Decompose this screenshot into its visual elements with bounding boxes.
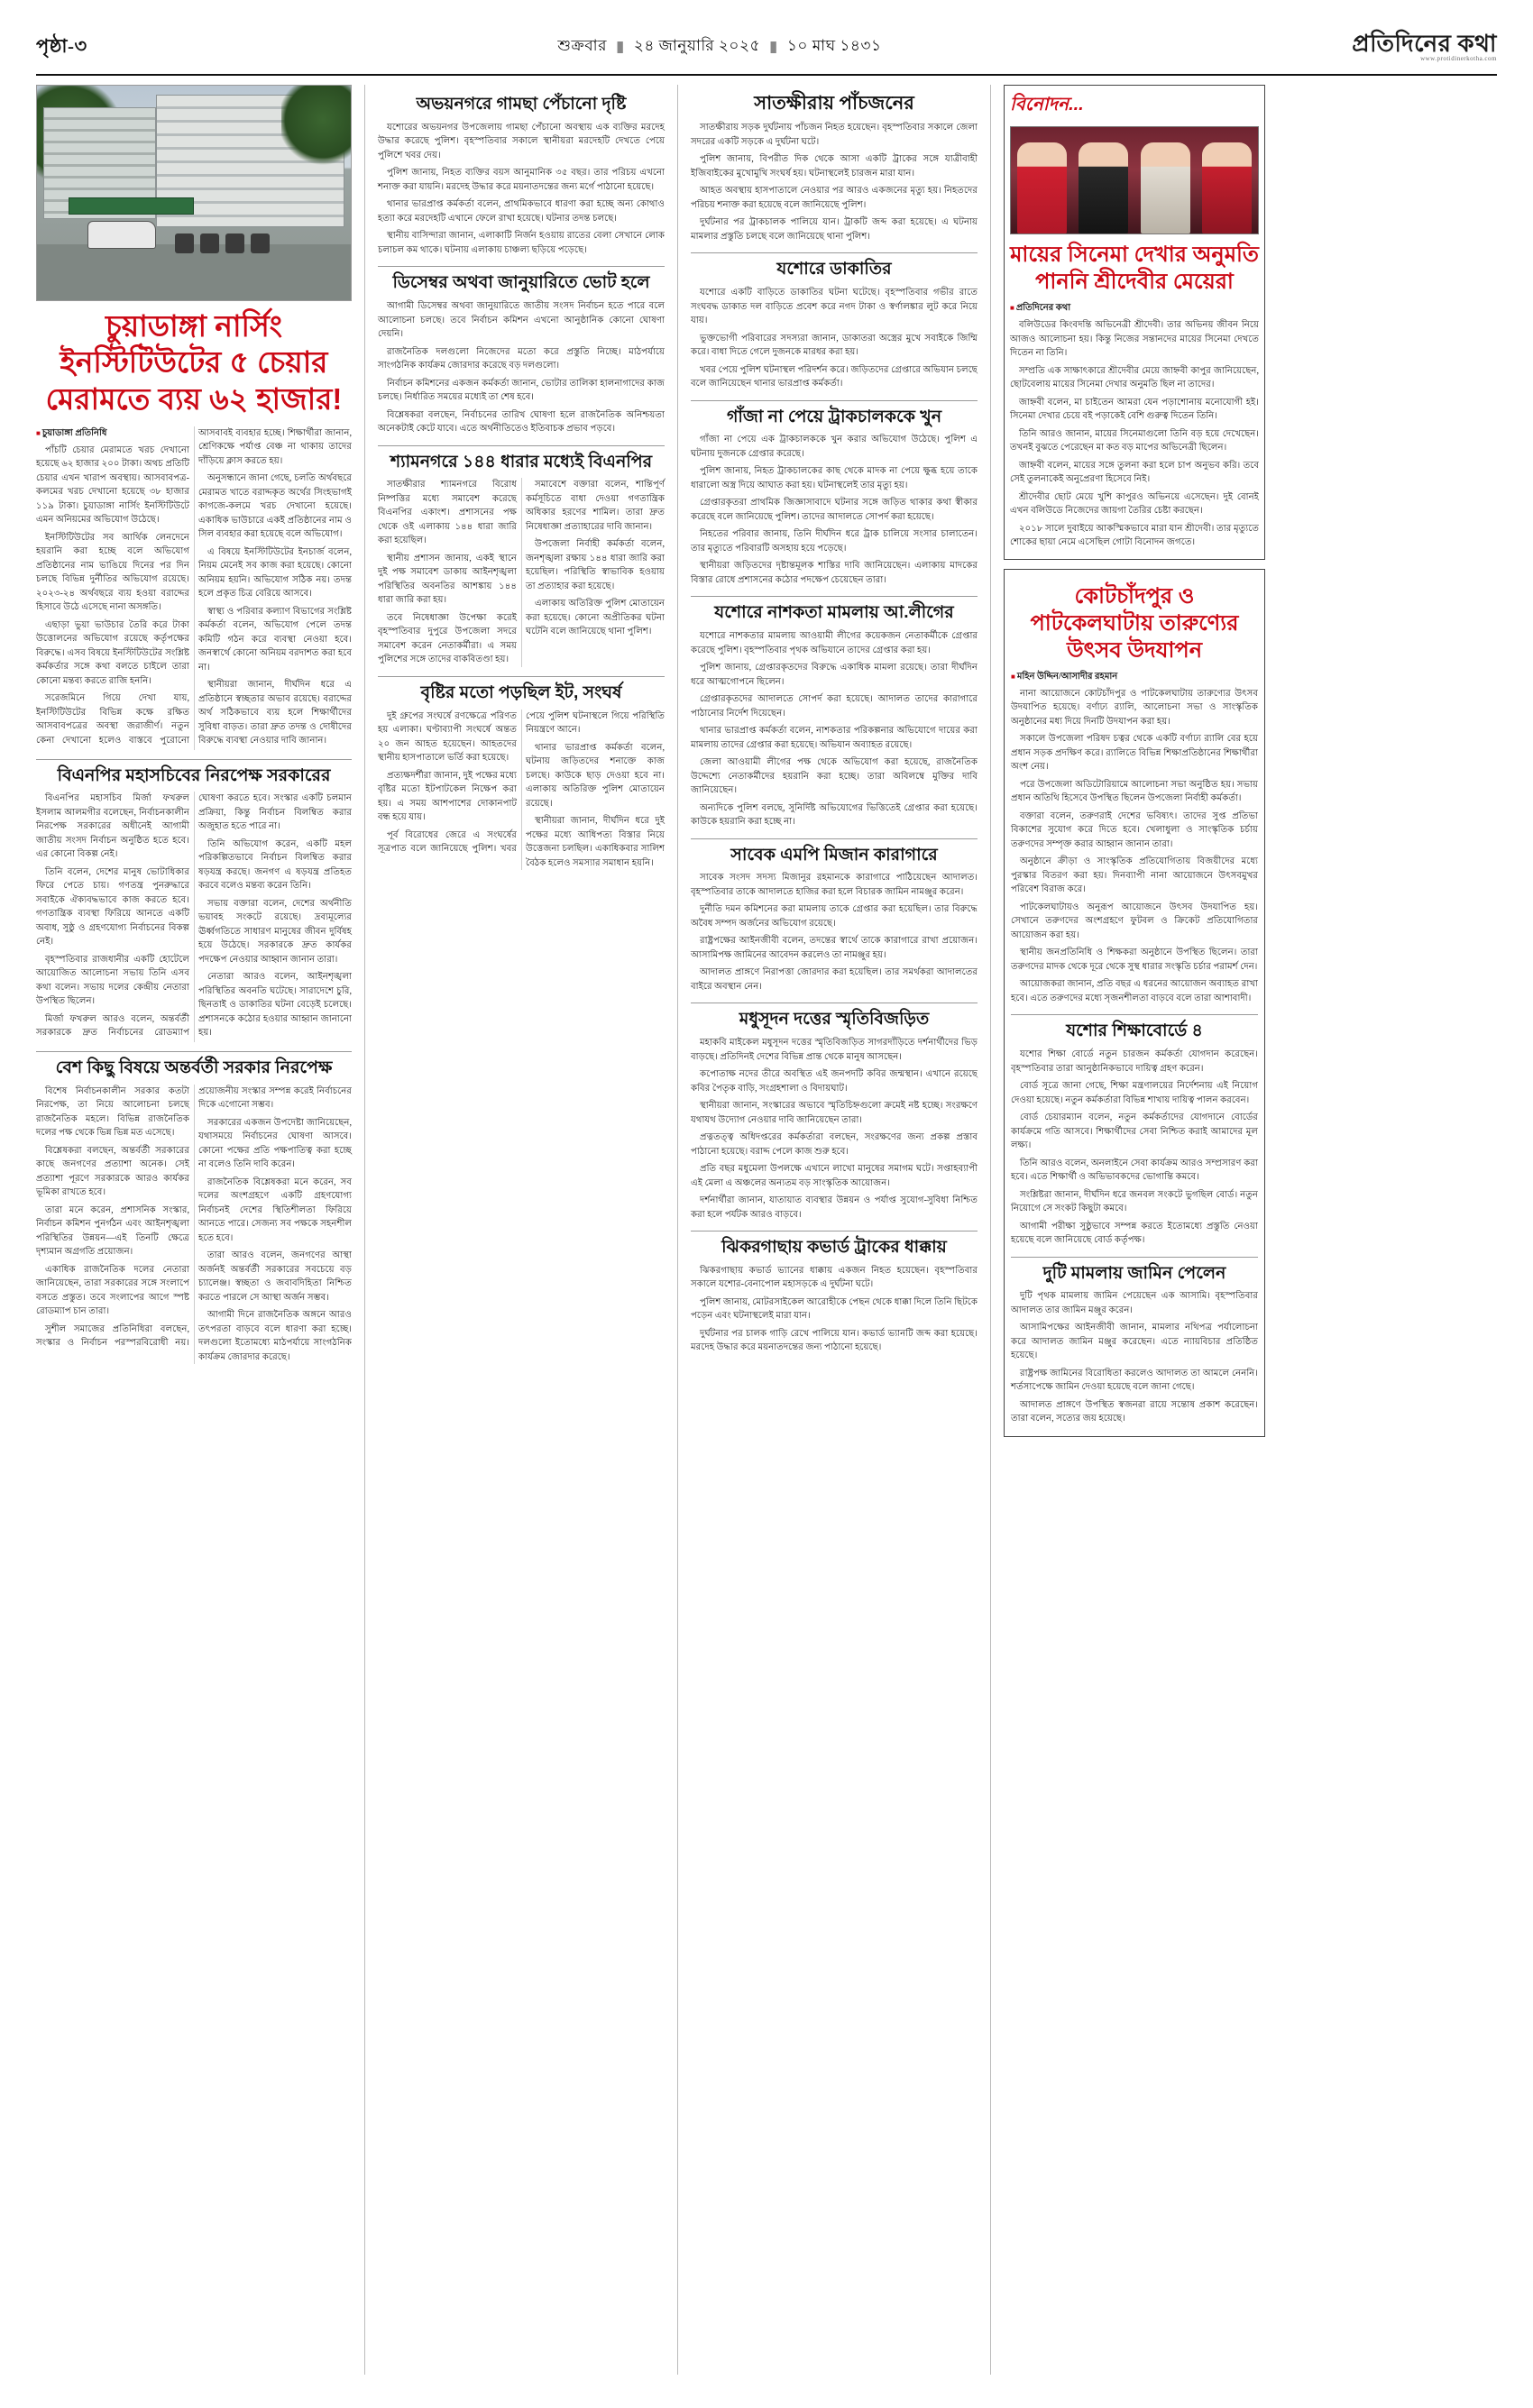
article-para: আসামিপক্ষের আইনজীবী জানান, মামলার নথিপত্র পর্যালোচনা করে আদালত জামিন মঞ্জুর করেছেন। এতে ন্যায়বিচার প্রতিষ্ঠিত হয়েছে। (1011, 1323, 1258, 1361)
article-para: কপোতাক্ষ নদের তীরে অবস্থিত এই জনপদটি কবির জন্মস্থান। এখানে রয়েছে কবির পৈতৃক বাড়ি, সংগ্রহশালা ও বিদায়ঘাট। (691, 1069, 978, 1094)
article-para: শ্রীদেবীর ছোট মেয়ে খুশি কাপুরও অভিনয়ে এসেছেন। দুই বোনই এখন বলিউডে নিজেদের জায়গা তৈরির চেষ্টা করছেন। (1010, 491, 1259, 517)
lead-para: এছাড়া ভুয়া ভাউচার তৈরি করে টাকা উত্তোলনের অভিযোগ রয়েছে কর্তৃপক্ষের বিরুদ্ধে। এসব বিষয়ে ইনস্টিটিউটের সংশ্লিষ্ট কর্মকর্তার সঙ্গে কথা বলতে চাইলে তারা কোনো মন্তব্য করতে রাজি হননি। (36, 619, 189, 686)
article-para: পুলিশ জানায়, নিহত ব্যক্তির বয়স আনুমানিক ৩৫ বছর। তার পরিচয় এখনো শনাক্ত করা যায়নি। মরদেহ উদ্ধার করে ময়নাতদন্তের জন্য মর্গে পাঠানো হয়েছে। (378, 168, 665, 192)
article-para: সমাবেশে বক্তারা বলেন, শান্তিপূর্ণ কর্মসূচিতে বাধা দেওয়া গণতান্ত্রিক অধিকার হরণের শামিল। তারা দ্রুত নিষেধাজ্ঞা প্রত্যাহারের দাবি জানান। (526, 480, 665, 532)
photo-motorcycle (175, 233, 194, 252)
brand-title: প্রতিদিনের কথা (1352, 30, 1497, 57)
article-para: রাজনৈতিক দলগুলো নিজেদের মতো করে প্রস্তুতি নিচ্ছে। মাঠপর্যায়ে সাংগঠনিক কার্যক্রম জোরদার করেছে বড় দলগুলো। (378, 346, 665, 371)
column-divider (677, 85, 678, 2375)
entertainment-section-title: বিনোদন... (1010, 95, 1084, 114)
article-para: বৃহস্পতিবার রাজধানীর একটি হোটেলে আয়োজিত আলোচনা সভায় তিনি এসব কথা বলেন। সভায় দলের কেন্দ্রীয় নেতারা উপস্থিত ছিলেন। (36, 954, 189, 1007)
entertainment-photo (1010, 126, 1259, 234)
article-para: তিনি আরও বলেন, অনলাইনে সেবা কার্যক্রম আরও সম্প্রসারণ করা হবে। এতে শিক্ষার্থী ও অভিভাবকদের ভোগান্তি কমবে। (1011, 1158, 1258, 1183)
article-para: সরকারের একজন উপদেষ্টা জানিয়েছেন, যথাসময়ে নির্বাচনের ঘোষণা আসবে। কোনো পক্ষের প্রতি পক্ষপাতিত্ব করা হচ্ছে না বলেও তিনি দাবি করেন। (198, 1117, 352, 1170)
article-para: যশোরে একটি বাড়িতে ডাকাতির ঘটনা ঘটেছে। বৃহস্পতিবার গভীর রাতে সংঘবদ্ধ ডাকাত দল বাড়িতে প্রবেশ করে নগদ টাকা ও স্বর্ণালঙ্কার লুট করে নিয়ে যায়। (691, 288, 978, 325)
page-columns (36, 85, 1497, 2375)
article-para: সম্প্রতি এক সাক্ষাৎকারে শ্রীদেবীর মেয়ে জাহ্নবী কাপুর জানিয়েছেন, ছোটবেলায় মায়ের সিনেমা দেখার অনুমতি ছিল না তাদের। (1010, 365, 1259, 390)
article-para: যশোর শিক্ষা বোর্ডে নতুন চারজন কর্মকর্তা যোগদান করেছেন। বৃহস্পতিবার তারা আনুষ্ঠানিকভাবে দায়িত্ব গ্রহণ করেন। (1011, 1049, 1258, 1074)
article-para: জেলা আওয়ামী লীগের পক্ষ থেকে অভিযোগ করা হয়েছে, রাজনৈতিক উদ্দেশ্যে নেতাকর্মীদের হয়রানি করা হচ্ছে। তারা অবিলম্বে মুক্তির দাবি জানিয়েছেন। (691, 757, 978, 795)
article-para: তিনি বলেন, দেশের মানুষ ভোটাধিকার ফিরে পেতে চায়। গণতন্ত্র পুনরুদ্ধারে সবাইকে ঐক্যবদ্ধভাবে কাজ করতে হবে। গণতান্ত্রিক ব্যবস্থা ফিরিয়ে আনতে একটি অবাধ, সুষ্ঠু ও গ্রহণযোগ্য নির্বাচনের বিকল্প নেই। (36, 866, 189, 948)
article-para: সংশ্লিষ্টরা জানান, দীর্ঘদিন ধরে জনবল সংকটে ভুগছিল বোর্ড। নতুন নিয়োগে সে সংকট কিছুটা কমবে। (1011, 1189, 1258, 1214)
brand-block (1352, 32, 1497, 62)
article-para: আয়োজকরা জানান, প্রতি বছর এ ধরনের আয়োজন অব্যাহত রাখা হবে। এতে তরুণদের মধ্যে সৃজনশীলতা বাড়বে বলে তারা আশাবাদী। (1011, 979, 1258, 1003)
photo-motorcycle (200, 233, 219, 252)
article-para: সভায় বক্তারা বলেন, দেশের অর্থনীতি ভয়াবহ সংকটে রয়েছে। দ্রব্যমূল্যের ঊর্ধ্বগতিতে সাধারণ মানুষের জীবন দুর্বিষহ হয়ে উঠেছে। সরকারকে দ্রুত কার্যকর পদক্ষেপ নেওয়ার আহ্বান জানান তারা। (198, 898, 352, 965)
education-board-body (1011, 1048, 1258, 1248)
article-para: স্থানীয়রা জানান, দীর্ঘদিন ধরে দুই পক্ষের মধ্যে আধিপত্য বিস্তার নিয়ে উত্তেজনা চলছিল। একাধিকবার সালিশ বৈঠক হলেও সমস্যার সমাধান হয়নি। (526, 816, 665, 868)
article-para: আগামী ডিসেম্বর অথবা জানুয়ারিতে জাতীয় সংসদ নির্বাচন হতে পারে বলে আলোচনা চলছে। তবে নির্বাচন কমিশন এখনো আনুষ্ঠানিক কোনো ঘোষণা দেয়নি। (378, 301, 665, 339)
article-para: রাষ্ট্রপক্ষের আইনজীবী বলেন, তদন্তের স্বার্থে তাকে কারাগারে রাখা প্রয়োজন। আসামিপক্ষ জামিনের আবেদন করলেও তা নামঞ্জুর হয়। (691, 936, 978, 960)
article-para: নির্বাচন কমিশনের একজন কর্মকর্তা জানান, ভোটার তালিকা হালনাগাদের কাজ চলছে। নির্ধারিত সময়ের মধ্যেই তা শেষ হবে। (378, 378, 665, 402)
column-divider (990, 85, 991, 2375)
article-para: প্রতি বছর মধুমেলা উপলক্ষে এখানে লাখো মানুষের সমাগম ঘটে। সপ্তাহব্যাপী এই মেলা এ অঞ্চলের অন্যতম বড় সাংস্কৃতিক আয়োজন। (691, 1164, 978, 1188)
lead-photo (36, 85, 352, 301)
article-para: সাতক্ষীরায় সড়ক দুর্ঘটনায় পাঁচজন নিহত হয়েছেন। বৃহস্পতিবার সকালে জেলা সদরের একটি সড়কে এ দুর্ঘটনা ঘটে। (691, 123, 978, 147)
article-para: বিএনপির মহাসচিব মির্জা ফখরুল ইসলাম আলমগীর বলেছেন, নির্বাচনকালীন নিরপেক্ষ সরকারের অধীনেই আগামী জাতীয় সংসদ নির্বাচন অনুষ্ঠিত হতে হবে। এর কোনো বিকল্প নেই। (36, 793, 189, 860)
date-gregorian: ২৪ জানুয়ারি ২০২৫ (633, 37, 761, 54)
article-para: গ্রেপ্তারকৃতদের আদালতে সোপর্দ করা হয়েছে। আদালত তাদের কারাগারে পাঠানোর নির্দেশ দিয়েছেন। (691, 694, 978, 719)
lead-article-body (36, 426, 352, 750)
article-para: পুলিশ জানায়, গ্রেপ্তারকৃতদের বিরুদ্ধে একাধিক মামলা রয়েছে। তারা দীর্ঘদিন ধরে আত্মগোপনে ছিলেন। (691, 663, 978, 687)
article-para: নিহতের পরিবার জানায়, তিনি দীর্ঘদিন ধরে ট্রাক চালিয়ে সংসার চালাতেন। তার মৃত্যুতে পরিবারটি অসহায় হয়ে পড়েছে। (691, 529, 978, 554)
article-para: দুর্ঘটনার পর ট্রাকচালক পালিয়ে যান। ট্রাকটি জব্দ করা হয়েছে। এ ঘটনায় মামলার প্রস্তুতি চলছে বলে জানিয়েছে থানা পুলিশ। (691, 217, 978, 242)
article-para: পূর্ব বিরোধের জেরে এ সংঘর্ষের সূত্রপাত বলে জানিয়েছে পুলিশ। খবর পেয়ে পুলিশ ঘটনাস্থলে গিয়ে পরিস্থিতি নিয়ন্ত্রণে আনে। (378, 710, 665, 854)
photo-road (37, 244, 351, 300)
lead-headline: চুয়াডাঙ্গা নার্সিং ইনস্টিটিউটের ৫ চেয়ার মেরামতে ব্যয় ৬২ হাজার! (45, 309, 343, 416)
page-number: পৃষ্ঠা-৩ (36, 34, 87, 57)
article-para: তারা আরও বলেন, জনগণের আস্থা অর্জনই অন্তর্বর্তী সরকারের সবচেয়ে বড় চ্যালেঞ্জ। স্বচ্ছতা ও জবাবদিহিতা নিশ্চিত করতে পারলে সে আস্থা অর্জন সম্ভব। (198, 1250, 352, 1303)
article-para: পুলিশ জানায়, বিপরীত দিক থেকে আসা একটি ট্রাকের সঙ্গে যাত্রীবাহী ইজিবাইকের মুখোমুখি সংঘর্ষ হয়। ঘটনাস্থলেই চারজন মারা যান। (691, 154, 978, 179)
article-para: দর্শনার্থীরা জানান, যাতায়াত ব্যবস্থার উন্নয়ন ও পর্যাপ্ত সুযোগ-সুবিধা নিশ্চিত করা হলে পর্যটক আরও বাড়বে। (691, 1195, 978, 1220)
column-divider (364, 85, 365, 2375)
article-para: বিশ্লেষকরা বলছেন, নির্বাচনের তারিখ ঘোষণা হলে রাজনৈতিক অনিশ্চয়তা অনেকটাই কেটে যাবে। এতে অর্থনীতিতেও ইতিবাচক প্রভাব পড়বে। (378, 409, 665, 434)
article-para: গ্রেপ্তারকৃতরা প্রাথমিক জিজ্ঞাসাবাদে ঘটনার সঙ্গে জড়িত থাকার কথা স্বীকার করেছে বলে জানিয়েছে পুলিশ। তাদের আদালতে সোপর্দ করা হয়েছে। (691, 498, 978, 522)
entertainment-body (1010, 301, 1259, 550)
article-para: স্থানীয় বাসিন্দারা জানান, এলাকাটি নির্জন হওয়ায় রাতের বেলা সেখানে লোক চলাচল কম থাকে। ঘটনায় এলাকায় চাঞ্চল্য ছড়িয়ে পড়েছে। (378, 231, 665, 255)
article-para: নেতারা আরও বলেন, আইনশৃঙ্খলা পরিস্থিতির অবনতি ঘটেছে। সারাদেশে চুরি, ছিনতাই ও ডাকাতির ঘটনা বেড়েই চলেছে। প্রশাসনকে কঠোর হওয়ার আহ্বান জানানো হয়। (198, 972, 352, 1039)
publication-date (557, 34, 881, 60)
headline-ontorborti-sorkar: বেশ কিছু বিষয়ে অন্তর্বর্তী সরকার নিরপেক্ষ (36, 1051, 352, 1079)
lead-para: সরেজমিনে গিয়ে দেখা যায়, ইনস্টিটিউটের বিভিন্ন কক্ষে রক্ষিত আসবাবপত্রের অবস্থা জরাজীর্ণ। নতুন কেনা দেখানো হলেও বাস্তবে পুরোনো আসবাবই ব্যবহার হচ্ছে। শিক্ষার্থীরা জানান, শ্রেণিকক্ষে পর্যাপ্ত বেঞ্চ না থাকায় তাদের দাঁড়িয়ে ক্লাস করতে হয়। (36, 427, 352, 746)
article-para: থানার ভারপ্রাপ্ত কর্মকর্তা বলেন, ঘটনায় জড়িতদের শনাক্তে কাজ চলছে। কাউকে ছাড় দেওয়া হবে না। এলাকায় অতিরিক্ত পুলিশ মোতায়েন রয়েছে। (526, 742, 665, 809)
article-shabek-mp-body (691, 871, 978, 993)
lead-para: স্বাস্থ্য ও পরিবার কল্যাণ বিভাগের সংশ্লিষ্ট কর্মকর্তা বলেন, অভিযোগ পেলে তদন্ত কমিটি গঠন করে ব্যবস্থা নেওয়া হবে। জনস্বার্থে কোনো অনিয়ম বরদাশত করা হবে না। (198, 606, 352, 673)
bail-body (1011, 1289, 1258, 1426)
column-4 (1004, 85, 1265, 2375)
article-para: সকালে উপজেলা পরিষদ চত্বর থেকে একটি বর্ণাঢ্য র‍্যালি বের হয়ে প্রধান সড়ক প্রদক্ষিণ করে। র‍্যালিতে বিভিন্ন শিক্ষাপ্রতিষ্ঠানের শিক্ষার্থীরা অংশ নেয়। (1011, 734, 1258, 773)
lead-para: পাঁচটি চেয়ার মেরামতে খরচ দেখানো হয়েছে ৬২ হাজার ২০০ টাকা। অথচ প্রতিটি চেয়ার এখন খারাপ অবস্থায়। আসবাবপত্র-কলমের খরচ দেখানো হয়েছে ৩৮ হাজার ১১৯ টাকা। চুয়াডাঙ্গা নার্সিং ইনস্টিটিউটে এমন অনিয়মের অভিযোগ উঠেছে। (36, 444, 189, 526)
headline-bnp-mohasochib: বিএনপির মহাসচিবের নিরপেক্ষ সরকারের (36, 759, 352, 787)
article-para: দুর্নীতি দমন কমিশনের করা মামলায় তাকে গ্রেপ্তার করা হয়েছিল। তার বিরুদ্ধে অবৈধ সম্পদ অর্জনের অভিযোগ রয়েছে। (691, 904, 978, 929)
article-para: বক্তারা বলেন, তরুণরাই দেশের ভবিষ্যৎ। তাদের সুপ্ত প্রতিভা বিকাশের সুযোগ করে দিতে হবে। খেলাধুলা ও সাংস্কৃতিক চর্চায় তরুণদের সম্পৃক্ত করার আহ্বান জানান তারা। (1011, 810, 1258, 849)
article-para: সুশীল সমাজের প্রতিনিধিরা বলছেন, সংস্কার ও নির্বাচন পরস্পরবিরোধী নয়। প্রয়োজনীয় সংস্কার সম্পন্ন করেই নির্বাচনের দিকে এগোনো সম্ভব। (36, 1085, 352, 1349)
article-para: বোর্ড সূত্রে জানা গেছে, শিক্ষা মন্ত্রণালয়ের নির্দেশনায় এই নিয়োগ দেওয়া হয়েছে। নতুন কর্মকর্তারা বিভিন্ন শাখায় দায়িত্ব পালন করবেন। (1011, 1081, 1258, 1105)
article-para: স্থানীয়রা জড়িতদের দৃষ্টান্তমূলক শাস্তির দাবি জানিয়েছেন। এলাকায় মাদকের বিস্তার রোধে প্রশাসনের কঠোর পদক্ষেপ চেয়েছেন তারা। (691, 561, 978, 585)
article-para: বিশেষ নির্বাচনকালীন সরকার কতটা নিরপেক্ষ, তা নিয়ে আলোচনা চলছে রাজনৈতিক মহলে। বিভিন্ন রাজনৈতিক দলের পক্ষ থেকে ভিন্ন ভিন্ন মত এসেছে। (36, 1085, 189, 1139)
photo-person (1141, 142, 1190, 233)
article-modhusudon-body (691, 1036, 978, 1222)
article-brishtir-moto-body (378, 710, 665, 871)
festival-body (1011, 670, 1258, 1006)
article-para: এলাকায় অতিরিক্ত পুলিশ মোতায়েন করা হয়েছে। কোনো অপ্রীতিকর ঘটনা ঘটেনি বলে জানিয়েছে থানা পুলিশ। (526, 599, 665, 637)
article-para: গাঁজা না পেয়ে এক ট্রাকচালককে খুন করার অভিযোগ উঠেছে। পুলিশ এ ঘটনায় দুজনকে গ্রেপ্তার করেছে। (691, 435, 978, 459)
article-para: তারা মনে করেন, প্রশাসনিক সংস্কার, নির্বাচন কমিশন পুনর্গঠন এবং আইনশৃঙ্খলা পরিস্থিতির উন্নয়ন—এই তিনটি ক্ষেত্রে দৃশ্যমান অগ্রগতি প্রয়োজন। (36, 1204, 189, 1258)
article-para: মির্জা ফখরুল আরও বলেন, অন্তর্বর্তী সরকারকে দ্রুত নির্বাচনের রোডম্যাপ ঘোষণা করতে হবে। সংস্কার একটি চলমান প্রক্রিয়া, কিন্তু নির্বাচন বিলম্বিত করার অজুহাত হতে পারে না। (36, 793, 352, 1039)
article-para: বিশ্লেষকরা বলছেন, অন্তর্বর্তী সরকারের কাছে জনগণের প্রত্যাশা অনেক। সেই প্রত্যাশা পূরণে সরকারকে আরও কার্যকর ভূমিকা রাখতে হবে। (36, 1145, 189, 1198)
date-sep-2: ▮ (769, 38, 778, 55)
article-para: আদালত প্রাঙ্গণে নিরাপত্তা জোরদার করা হয়েছিল। তার সমর্থকরা আদালতের বাইরে অবস্থান নেন। (691, 967, 978, 992)
date-day: শুক্রবার (557, 37, 607, 54)
headline-education-board: যশোর শিক্ষাবোর্ডে ৪ (1011, 1014, 1258, 1042)
article-para: ২০১৮ সালে দুবাইয়ে আকস্মিকভাবে মারা যান শ্রীদেবী। তার মৃত্যুতে শোকের ছায়া নেমে এসেছিল গোটা বিনোদন জগতে। (1010, 523, 1259, 548)
article-para: থানার ভারপ্রাপ্ত কর্মকর্তা বলেন, নাশকতার পরিকল্পনার অভিযোগে দায়ের করা মামলায় তাদের গ্রেপ্তার করা হয়েছে। অভিযান অব্যাহত রয়েছে। (691, 726, 978, 750)
festival-headline: কোটচাঁদপুর ও পাটকেলঘাটায় তারুণ্যের উৎসব উদযাপন (1030, 583, 1239, 663)
article-abhoynagar-body (378, 121, 665, 258)
article-para: স্থানীয় প্রশাসন জানায়, একই স্থানে দুই পক্ষ সমাবেশ ডাকায় আইনশৃঙ্খলা পরিস্থিতির অবনতির আশঙ্কায় ১৪৪ ধারা জারি করা হয়। (378, 553, 517, 606)
article-para: পুলিশ জানায়, মোটরসাইকেল আরোহীকে পেছন থেকে ধাক্কা দিলে তিনি ছিটকে পড়েন এবং ঘটনাস্থলেই মারা যান। (691, 1296, 978, 1322)
article-para: খবর পেয়ে পুলিশ ঘটনাস্থল পরিদর্শন করে। জড়িতদের গ্রেপ্তারে অভিযান চলছে বলে জানিয়েছেন থানার ভারপ্রাপ্ত কর্মকর্তা। (691, 364, 978, 389)
article-para: সাতক্ষীরার শ্যামনগরে বিরোধ নিষ্পত্তির মধ্যে সমাবেশ করেছে বিএনপির একাংশ। প্রশাসনের পক্ষ থেকে ওই এলাকায় ১৪৪ ধারা জারি করা হয়েছিল। (378, 480, 517, 546)
article-jessore-dakati-body (691, 286, 978, 391)
article-shyamnagar-body (378, 478, 665, 667)
article-para: তিনি আরও জানান, মায়ের সিনেমাগুলো তিনি বড় হয়ে দেখেছেন। তখনই বুঝতে পেরেছেন মা কত বড় মাপের অভিনেত্রী ছিলেন। (1010, 428, 1259, 453)
entertainment-section (1004, 85, 1265, 560)
article-para: দুই গ্রুপের সংঘর্ষে রণক্ষেত্রে পরিণত হয় এলাকা। ঘণ্টাব্যাপী সংঘর্ষে অন্তত ২০ জন আহত হয়েছেন। আহতদের স্থানীয় হাসপাতালে ভর্তি করা হয়েছে। (378, 710, 517, 763)
entertainment-byline: ■ প্রতিদিনের কথা (1010, 301, 1259, 315)
column-3 (691, 85, 978, 2375)
article-para: দুর্ঘটনার পর চালক গাড়ি রেখে পালিয়ে যান। কভার্ড ভ্যানটি জব্দ করা হয়েছে। মরদেহ উদ্ধার করে ময়নাতদন্তের জন্য পাঠানো হয়েছে। (691, 1328, 978, 1353)
lead-para: স্থানীয়রা জানান, দীর্ঘদিন ধরে এ প্রতিষ্ঠানে স্বচ্ছতার অভাব রয়েছে। বরাদ্দের অর্থ সঠিকভাবে ব্যয় হলে শিক্ষার্থীদের সুবিধা বাড়ত। তারা দ্রুত তদন্ত ও দোষীদের বিরুদ্ধে ব্যবস্থা নেওয়ার দাবি জানান। (198, 680, 352, 746)
article-para: বলিউডের কিংবদন্তি অভিনেত্রী শ্রীদেবী। তার অভিনয় জীবন নিয়ে আজও আলোচনা হয়। কিন্তু নিজের সন্তানদের মায়ের সিনেমা দেখতে দিতেন না তিনি। (1010, 320, 1259, 359)
column-2 (378, 85, 665, 2375)
festival-section (1004, 569, 1265, 1437)
article-para: পাটকেলঘাটায়ও অনুরূপ আয়োজনে উৎসব উদযাপিত হয়। সেখানে তরুণদের অংশগ্রহণে ফুটবল ও ক্রিকেট প্রতিযোগিতার আয়োজন করা হয়। (1011, 902, 1258, 940)
article-ontorborti-sorkar-body (36, 1085, 352, 1365)
headline-shyamnagar-144: শ্যামনগরে ১৪৪ ধারার মধ্যেই বিএনপির (378, 445, 665, 473)
photo-car (87, 221, 157, 249)
photo-signboard (69, 197, 194, 215)
headline-jhikorgachha: ঝিকরগাছায় কভার্ড ট্রাকের ধাক্কায় (691, 1231, 978, 1259)
entertainment-headline: মায়ের সিনেমা দেখার অনুমতি পাননি শ্রীদেবীর মেয়েরা (1010, 243, 1259, 294)
date-sep-1: ▮ (615, 38, 625, 55)
article-para: আগামী পরীক্ষা সুষ্ঠুভাবে সম্পন্ন করতে ইতোমধ্যে প্রস্তুতি নেওয়া হয়েছে বলে জানিয়েছে বোর্ড কর্তৃপক্ষ। (1011, 1221, 1258, 1246)
article-para: জাহ্নবী বলেন, মায়ের সঙ্গে তুলনা করা হলে চাপ অনুভব করি। তবে সেই তুলনাকেই অনুপ্রেরণা হিসেবে নিই। (1010, 460, 1259, 485)
article-para: পরে উপজেলা অডিটোরিয়ামে আলোচনা সভা অনুষ্ঠিত হয়। সভায় প্রধান অতিথি হিসেবে উপস্থিত ছিলেন উপজেলা নির্বাহী কর্মকর্তা। (1011, 779, 1258, 804)
lead-para: অনুসন্ধানে জানা গেছে, চলতি অর্থবছরে মেরামত খাতে বরাদ্দকৃত অর্থের সিংহভাগই কাগজে-কলমে খরচ দেখানো হয়েছে। একাধিক ভাউচারে একই প্রতিষ্ঠানের নাম ও সিল ব্যবহার করা হয়েছে বলে অভিযোগ। (198, 473, 352, 540)
article-para: থানার ভারপ্রাপ্ত কর্মকর্তা বলেন, প্রাথমিকভাবে ধারণা করা হচ্ছে অন্য কোথাও হত্যা করে মরদেহটি এখানে ফেলে রাখা হয়েছে। ঘটনার তদন্ত চলছে। (378, 199, 665, 224)
lead-para: ইনস্টিটিউটের সব আর্থিক লেনদেনে হয়রানি করা হচ্ছে বলে অভিযোগ প্রতিষ্ঠানের নাম ভাঙিয়ে দিনের পর দিন চলছে বিভিন্ন দুর্নীতির অভিযোগ রয়েছে। ২০২৩-২৪ অর্থবছরে ব্যয় হওয়া বরাদ্দের হিসাবে উঠে এসেছে নানা অসঙ্গতি। (36, 532, 189, 613)
article-para: সাবেক সংসদ সদস্য মিজানুর রহমানকে কারাগারে পাঠিয়েছেন আদালত। বৃহস্পতিবার তাকে আদালতে হাজির করা হলে বিচারক জামিন নামঞ্জুর করেন। (691, 873, 978, 897)
photo-person (1017, 142, 1067, 233)
photo-tree-right (281, 85, 351, 167)
article-para: ভুক্তভোগী পরিবারের সদস্যরা জানান, ডাকাতরা অস্ত্রের মুখে সবাইকে জিম্মি করে। বাধা দিতে গেলে দুজনকে মারধর করা হয়। (691, 333, 978, 357)
article-para: জাহ্নবী বলেন, মা চাইতেন আমরা যেন পড়াশোনায় মনোযোগী হই। সিনেমা দেখার চেয়ে বই পড়াকেই বেশি গুরুত্ব দিতেন তিনি। (1010, 397, 1259, 422)
article-para: পুলিশ জানায়, নিহত ট্রাকচালকের কাছ থেকে মাদক না পেয়ে ক্ষুব্ধ হয়ে তাকে ধারালো অস্ত্র দিয়ে আঘাত করা হয়। ঘটনাস্থলেই তার মৃত্যু হয়। (691, 466, 978, 490)
article-para: অনুষ্ঠানে ক্রীড়া ও সাংস্কৃতিক প্রতিযোগিতায় বিজয়ীদের মধ্যে পুরস্কার বিতরণ করা হয়। দিনব্যাপী নানা আয়োজনে উৎসবমুখর পরিবেশ বিরাজ করে। (1011, 856, 1258, 895)
column-1 (36, 85, 352, 2375)
photo-motorcycle (225, 233, 244, 252)
headline-satkhira-panchjon: সাতক্ষীরায় পাঁচজনের (754, 93, 914, 114)
article-para: তিনি অভিযোগ করেন, একটি মহল পরিকল্পিতভাবে নির্বাচন বিলম্বিত করার ষড়যন্ত্র করছে। জনগণ এ ষড়যন্ত্র প্রতিহত করবে বলেও মন্তব্য করেন তিনি। (198, 838, 352, 892)
article-para: প্রত্যক্ষদর্শীরা জানান, দুই পক্ষের মধ্যে বৃষ্টির মতো ইটপাটকেল নিক্ষেপ করা হয়। এ সময় আশপাশের দোকানপাট বন্ধ হয়ে যায়। (378, 770, 517, 822)
headline-jessore-dakati: যশোরে ডাকাতির (691, 252, 978, 280)
photo-person (1202, 142, 1252, 233)
article-para: রাষ্ট্রপক্ষ জামিনের বিরোধিতা করলেও আদালত তা আমলে নেননি। শর্তসাপেক্ষে জামিন দেওয়া হয়েছে বলে জানা গেছে। (1011, 1368, 1258, 1393)
article-jessore-nashokta-body (691, 629, 978, 829)
article-para: তবে নিষেধাজ্ঞা উপেক্ষা করেই বৃহস্পতিবার দুপুরে উপজেলা সদরে সমাবেশ করেন নেতাকর্মীরা। এ সময় পুলিশের সঙ্গে তাদের বাকবিতণ্ডা হয়। (378, 612, 517, 665)
headline-brishtir-moto: বৃষ্টির মতো পড়ছিল ইট, সংঘর্ষ (378, 676, 665, 704)
article-para: স্থানীয় জনপ্রতিনিধি ও শিক্ষকরা অনুষ্ঠানে উপস্থিত ছিলেন। তারা তরুণদের মাদক থেকে দূরে থেকে সুস্থ ধারার সংস্কৃতি চর্চার পরামর্শ দেন। (1011, 948, 1258, 972)
article-para: যশোরের অভয়নগর উপজেলায় গামছা পেঁচানো অবস্থায় এক ব্যক্তির মরদেহ উদ্ধার করেছে পুলিশ। বৃহস্পতিবার সকালে স্থানীয়রা মরদেহটি দেখতে পেয়ে পুলিশে খবর দেয়। (378, 122, 665, 160)
article-ganja-truck-body (691, 433, 978, 587)
photo-person (1079, 142, 1128, 233)
date-bangla: ১০ মাঘ ১৪৩১ (786, 37, 882, 54)
article-para: প্রত্নতত্ত্ব অধিদপ্তরের কর্মকর্তারা বলছেন, সংরক্ষণের জন্য প্রকল্প প্রস্তাব পাঠানো হয়েছে। বরাদ্দ পেলে কাজ শুরু হবে। (691, 1132, 978, 1157)
masthead (36, 27, 1497, 76)
article-para: নানা আয়োজনে কোটচাঁদপুর ও পাটকেলঘাটায় তারুণ্যের উৎসব উদযাপিত হয়েছে। বর্ণাঢ্য র‍্যালি, আলোচনা সভা ও সাংস্কৃতিক অনুষ্ঠানের মধ্য দিয়ে দিনটি উদযাপন করা হয়। (1011, 688, 1258, 727)
article-satkhira-body (691, 121, 978, 243)
headline-december-january-vote: ডিসেম্বর অথবা জানুয়ারিতে ভোট হলে (378, 266, 665, 294)
brand-website: www.protidinerkotha.com (1420, 54, 1497, 62)
headline-bail: দুটি মামলায় জামিন পেলেন (1011, 1257, 1258, 1285)
article-para: আগামী দিনে রাজনৈতিক অঙ্গনে আরও তৎপরতা বাড়বে বলে ধারণা করা হচ্ছে। দলগুলো ইতোমধ্যে মাঠপর্যায়ে সাংগঠনিক কার্যক্রম জোরদার করেছে। (198, 1310, 352, 1362)
article-para: মহাকবি মাইকেল মধুসূদন দত্তের স্মৃতিবিজড়িত সাগরদাঁড়িতে দর্শনার্থীদের ভিড় বাড়ছে। প্রতিদিনই দেশের বিভিন্ন প্রান্ত থেকে মানুষ আসছেন। (691, 1038, 978, 1062)
headline-modhusudon: মধুসূদন দত্তের স্মৃতিবিজড়িত (691, 1003, 978, 1030)
festival-byline: ■ মহিন উদ্দিন/আসাদীর রহমান (1011, 670, 1258, 683)
headline-ganja-truck: গাঁজা না পেয়ে ট্রাকচালককে খুন (691, 400, 978, 428)
photo-motorcycle (251, 233, 270, 252)
headline-shabek-mp-mizan: সাবেক এমপি মিজান কারাগারে (691, 838, 978, 866)
article-para: স্থানীয়রা জানান, সংস্কারের অভাবে স্মৃতিচিহ্নগুলো ক্রমেই নষ্ট হচ্ছে। সংরক্ষণে যথাযথ উদ্যোগ নেওয়ার দাবি জানিয়েছেন তারা। (691, 1101, 978, 1125)
article-para: আদালত প্রাঙ্গণে উপস্থিত স্বজনরা রায়ে সন্তোষ প্রকাশ করেছেন। তারা বলেন, সত্যের জয় হয়েছে। (1011, 1399, 1258, 1424)
headline-abhoynagar-gamcha: অভয়নগরে গামছা পেঁচানো দৃষ্টি (416, 95, 627, 114)
lead-para: এ বিষয়ে ইনস্টিটিউটের ইনচার্জ বলেন, নিয়ম মেনেই সব কাজ করা হয়েছে। কোনো অনিয়ম হয়নি। অভিযোগ সঠিক নয়। তদন্ত হলে প্রকৃত চিত্র বেরিয়ে আসবে। (198, 546, 352, 600)
article-bnp-mohasochib-body (36, 792, 352, 1042)
article-para: দুটি পৃথক মামলায় জামিন পেয়েছেন এক আসামি। বৃহস্পতিবার আদালত তার জামিন মঞ্জুর করেন। (1011, 1291, 1258, 1315)
article-jhikorgachha-body (691, 1264, 978, 1355)
lead-byline: ■ চুয়াডাঙ্গা প্রতিনিধি (36, 426, 189, 440)
headline-jessore-nashokta: যশোরে নাশকতা মামলায় আ.লীগের (691, 596, 978, 624)
article-para: আহত অবস্থায় হাসপাতালে নেওয়ার পর আরও একজনের মৃত্যু হয়। নিহতদের পরিচয় শনাক্ত করা হয়েছে বলে জানিয়েছে পুলিশ। (691, 186, 978, 210)
article-para: বোর্ড চেয়ারম্যান বলেন, নতুন কর্মকর্তাদের যোগদানে বোর্ডের কার্যক্রমে গতি আসবে। শিক্ষার্থীদের সেবা নিশ্চিত করাই আমাদের মূল লক্ষ্য। (1011, 1112, 1258, 1151)
article-para: যশোরে নাশকতার মামলায় আওয়ামী লীগের কয়েকজন নেতাকর্মীকে গ্রেপ্তার করেছে পুলিশ। বৃহস্পতিবার পৃথক অভিযানে তাদের গ্রেপ্তার করা হয়। (691, 631, 978, 655)
article-para: রাজনৈতিক বিশ্লেষকরা মনে করেন, সব দলের অংশগ্রহণে একটি গ্রহণযোগ্য নির্বাচনই দেশের স্থিতিশীলতা ফিরিয়ে আনতে পারে। সেজন্য সব পক্ষকে সহনশীল হতে হবে। (198, 1177, 352, 1243)
article-december-january-body (378, 299, 665, 436)
article-para: একাধিক রাজনৈতিক দলের নেতারা জানিয়েছেন, তারা সরকারের সঙ্গে সংলাপে বসতে প্রস্তুত। তবে সংলাপের আগে স্পষ্ট রোডম্যাপ চান তারা। (36, 1264, 189, 1317)
article-para: অন্যদিকে পুলিশ বলছে, সুনির্দিষ্ট অভিযোগের ভিত্তিতেই গ্রেপ্তার করা হয়েছে। কাউকে হয়রানি করা হচ্ছে না। (691, 802, 978, 827)
article-para: ঝিকরগাছায় কভার্ড ভ্যানের ধাক্কায় একজন নিহত হয়েছেন। বৃহস্পতিবার সকালে যশোর-বেনাপোল মহাসড়কে এ দুর্ঘটনা ঘটে। (691, 1265, 978, 1290)
article-para: উপজেলা নির্বাহী কর্মকর্তা বলেন, জনশৃঙ্খলা রক্ষায় ১৪৪ ধারা জারি করা হয়েছিল। পরিস্থিতি স্বাভাবিক হওয়ায় তা প্রত্যাহার করা হয়েছে। (526, 539, 665, 591)
